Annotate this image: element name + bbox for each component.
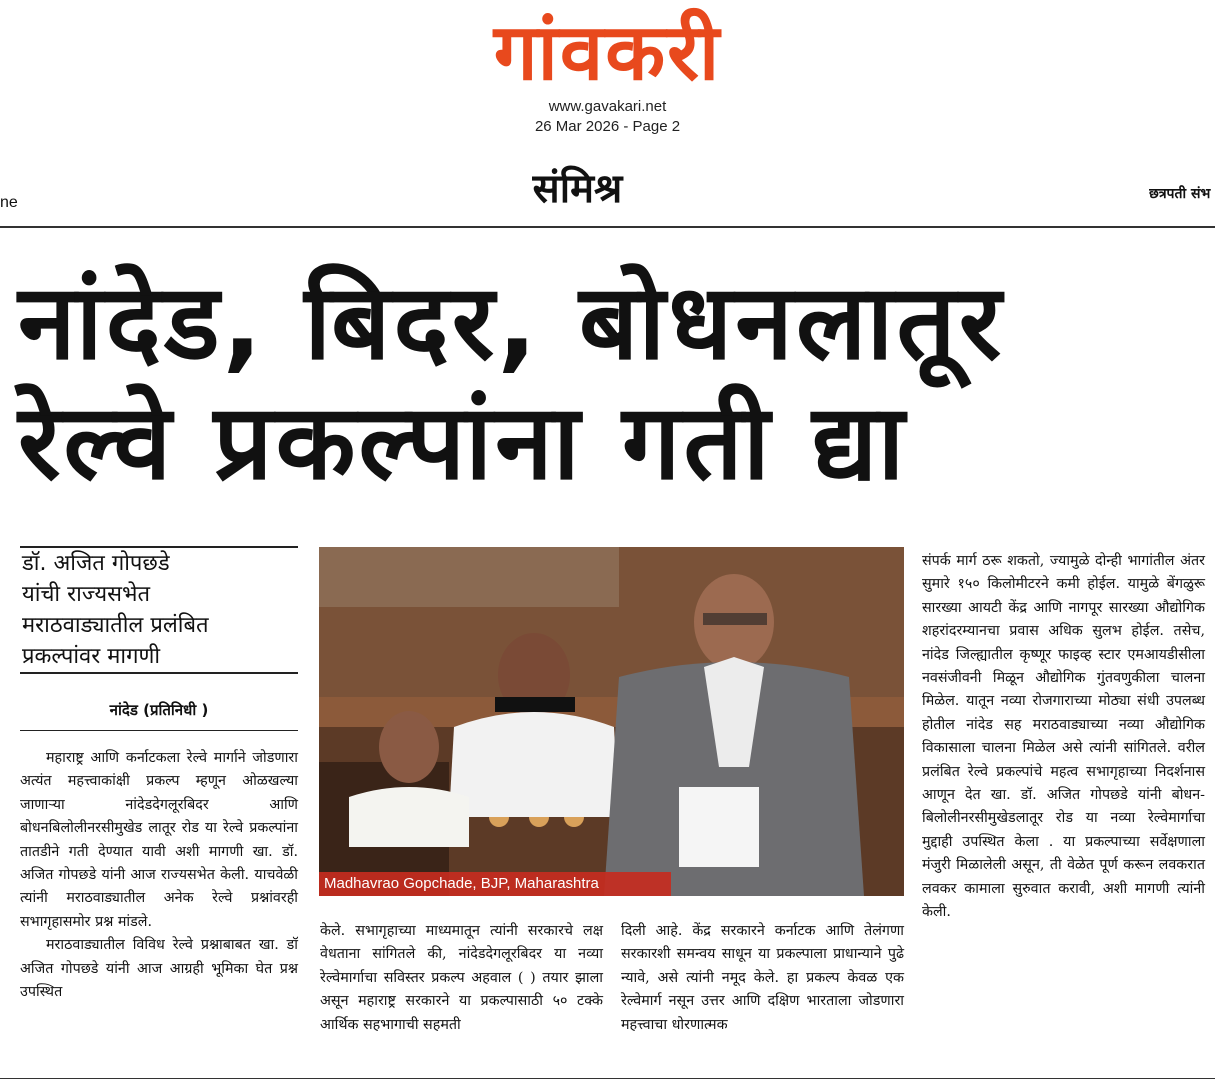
masthead-url[interactable]: www.gavakari.net — [548, 98, 667, 115]
article-photo — [319, 547, 904, 896]
article-column-4 — [922, 550, 1205, 925]
deck-line: डॉ. अजित गोपछडे — [22, 551, 170, 576]
masthead-date-page: 26 Mar 2026 - Page 2 — [534, 118, 681, 135]
dateline: नांदेड (प्रतिनिधी ) — [109, 701, 209, 719]
deck-line: यांची राज्यसभेत — [22, 582, 151, 607]
section-right-fragment: छत्रपती संभ — [1149, 186, 1211, 202]
article-column-1 — [20, 747, 298, 1004]
headline-line-1: नांदेड, बिदर, बोधनलातूर — [18, 261, 1005, 383]
section-left-fragment: ne — [0, 194, 18, 211]
header-divider — [0, 226, 1215, 228]
deck-line: मराठवाड्यातील प्रलंबित — [22, 613, 209, 638]
deck-line: प्रकल्पांवर मागणी — [22, 644, 161, 669]
article-paragraph: मराठवाड्यातील विविध रेल्वे प्रश्नाबाबत खा. डॉ अजित गोपछडे यांनी आज आग्रही भूमिका घेत प्रश्न उपस्थित — [20, 937, 298, 1001]
subheadline-deck — [20, 546, 298, 674]
headline — [18, 262, 1213, 502]
dateline-divider — [20, 730, 298, 731]
article-paragraph: महाराष्ट्र आणि कर्नाटकला रेल्वे मार्गाने जोडणारा अत्यंत महत्त्वाकांक्षी प्रकल्प म्हणून ओळखल्या जाणाऱ्या नांदेडदेगलूरबिदर आणि बोधनबिलोलीनरसीमुखेड लातूर रोड या रेल्वे प्रकल्पांना तातडीने गती देण्यात यावी अशी मागणी खा. डॉ. अजित गोपछडे यांनी आज राज्यसभेत केली. याचवेळी त्यांनी मराठवाड्यातील अनेक रेल्वे प्रश्नांवरही सभागृहासमोर प्रश्न मांडले. — [20, 750, 298, 930]
photo-illustration — [319, 547, 904, 896]
article-paragraph: संपर्क मार्ग ठरू शकतो, ज्यामुळे दोन्ही भागांतील अंतर सुमारे १५० किलोमीटरने कमी होईल. यामुळे बेंगळुरू सारख्या आयटी केंद्र आणि नागपूर सारख्या औद्योगिक शहरांदरम्यानचा प्रवास अधिक सुलभ होईल. तसेच, नांदेड जिल्ह्यातील कृष्णूर फाइव्ह स्टार एमआयडीसीला नवसंजीवनी मिळून औद्योगिक गुंतवणुकीला चालना मिळेल. यातून नव्या रोजगाराच्या मोठ्या संधी उपलब्ध होतील नांदेड सह मराठवाड्याच्या नव्या औद्योगिक विकासाला चालना मिळेल असे त्यांनी सांगितले. वरील प्रलंबित रेल्वे प्रकल्पांचे महत्व सभागृहाच्या निदर्शनास आणून देत खा. डॉ. अजित गोपछडे यांनी बोधन-बिलोलीनरसीमुखेडलातूर रोड या नव्या रेल्वेमार्गाचा मुद्दाही उपस्थित केला . या प्रकल्पाच्या सर्वेक्षणाला मंजुरी मिळालेली असून, ती वेळेत पूर्ण करून लवकरात लवकर कामाला सुरुवात करावी, अशी मागणी त्यांनी केली. — [922, 553, 1205, 921]
article-paragraph: दिली आहे. केंद्र सरकारने कर्नाटक आणि तेलंगणा सरकारशी समन्वय साधून या प्रकल्पाला प्राधान्याने पुढे न्यावे, असे त्यांनी नमूद केले. हा प्रकल्प केवळ एक रेल्वेमार्ग नसून उत्तर आणि दक्षिण भारताला जोडणारा महत्त्वाचा धोरणात्मक — [621, 923, 904, 1033]
article-column-2 — [320, 920, 603, 1037]
photo-caption: Madhavrao Gopchade, BJP, Maharashtra — [324, 875, 599, 892]
section-title: संमिश्र — [532, 165, 623, 212]
footer-divider — [0, 1078, 1215, 1079]
article-column-3 — [621, 920, 904, 1037]
masthead-logo[interactable]: गांवकरी — [493, 8, 722, 98]
headline-line-2: रेल्वे प्रकल्पांना गती द्या — [18, 381, 908, 503]
article-paragraph: केले. सभागृहाच्या माध्यमातून त्यांनी सरकारचे लक्ष वेधताना सांगितले की, नांदेडदेगलूरबिदर या नव्या रेल्वेमार्गाचा सविस्तर प्रकल्प अहवाल ( ) तयार झाला असून महाराष्ट्र सरकारने या प्रकल्पासाठी ५० टक्के आर्थिक सहभागाची सहमती — [320, 923, 603, 1033]
